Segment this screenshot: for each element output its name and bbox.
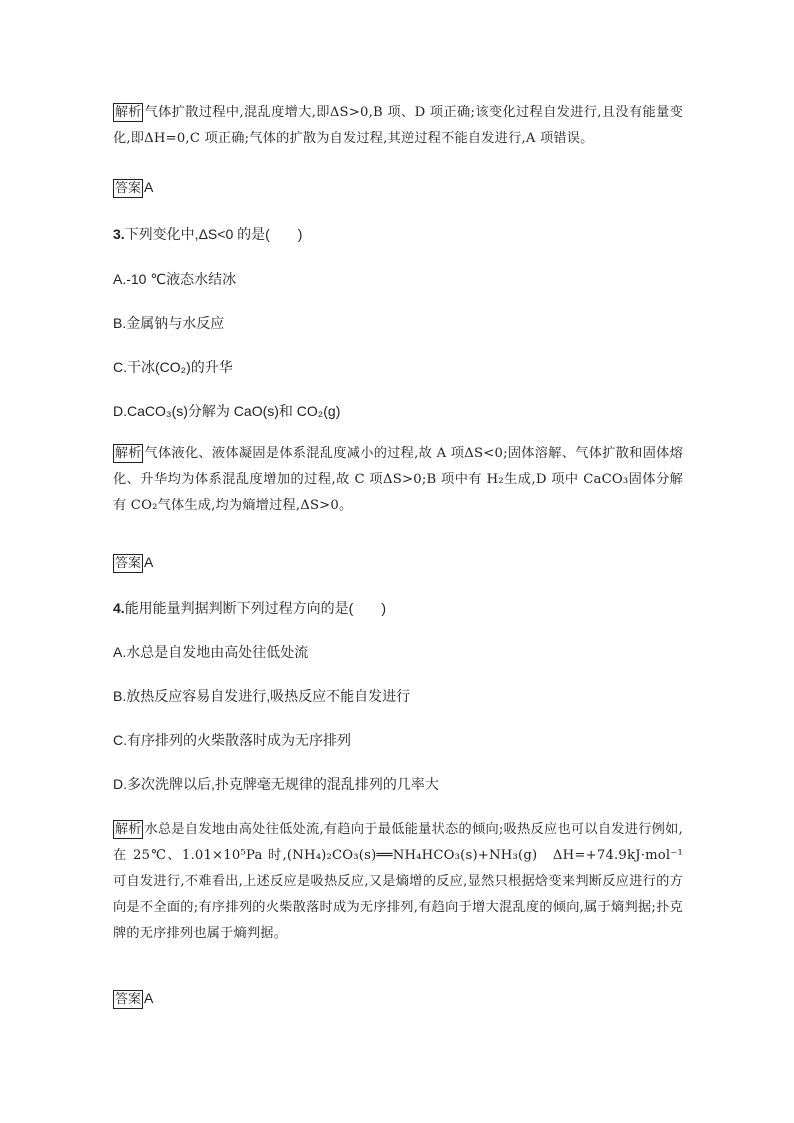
analysis-label: 解析 (115, 446, 142, 461)
answer-text: A (144, 554, 154, 570)
question-3-stem (113, 224, 683, 244)
answer-text: A (144, 179, 154, 195)
answer-block-3 (113, 552, 683, 573)
question-text: 能用能量判据判断下列过程方向的是( ) (124, 600, 387, 616)
answer-block-4 (113, 988, 683, 1009)
question-4-option-d: D.多次洗牌以后,扑克牌毫无规律的混乱排列的几率大 (113, 776, 439, 792)
question-3-option-b: B.金属钠与水反应 (113, 315, 225, 331)
analysis-text: 气体液化、液体凝固是体系混乱度减小的过程,故 A 项ΔS<0;固体溶解、气体扩散和固体熔化、升华均为体系混乱度增加的过程,故 C 项ΔS>0;B 项中有 H₂生成,D 项中 CaCO₃固体分解有 CO₂气体生成,均为熵增过程,ΔS>0。 (113, 446, 683, 513)
answer-label: 答案 (115, 556, 142, 571)
answer-text: A (144, 990, 154, 1006)
answer-block-1 (113, 177, 683, 198)
question-text: 下列变化中,ΔS<0 的是( ) (124, 226, 303, 242)
question-4-option-a: A.水总是自发地由高处往低处流 (113, 644, 309, 660)
question-3-option-c: C.干冰(CO₂)的升华 (113, 359, 233, 375)
question-4-stem (113, 598, 683, 618)
analysis-block-3 (113, 441, 683, 519)
question-number: 4. (113, 600, 125, 616)
analysis-label: 解析 (115, 105, 142, 120)
question-number: 3. (113, 226, 125, 242)
question-4-option-c: C.有序排列的火柴散落时成为无序排列 (113, 732, 351, 748)
answer-label: 答案 (115, 181, 142, 196)
answer-label: 答案 (115, 992, 142, 1007)
analysis-text: 气体扩散过程中,混乱度增大,即ΔS>0,B 项、D 项正确;该变化过程自发进行,且没有能量变化,即ΔH=0,C 项正确;气体的扩散为自发过程,其逆过程不能自发进行,A 项错误。 (113, 105, 683, 146)
question-4-option-b: B.放热反应容易自发进行,吸热反应不能自发进行 (113, 688, 411, 704)
analysis-block-1 (113, 100, 683, 152)
question-3-option-a: A.-10 ℃液态水结冰 (113, 271, 237, 287)
analysis-block-4 (113, 817, 683, 947)
question-3-option-d: D.CaCO₃(s)分解为 CaO(s)和 CO₂(g) (113, 403, 341, 419)
analysis-text: 水总是自发地由高处往低处流,有趋向于最低能量状态的倾向;吸热反应也可以自发进行例如,在 25℃、1.01×10⁵Pa 时,(NH₄)₂CO₃(s)══NH₄HCO₃(s)+NH₃(g) ΔH=+74.9kJ·mol⁻¹ 可自发进行,不难看出,上述反应是吸热反应,又是熵增的反应,显然只根据焓变来判断反应进行的方向是不全面的;有序排列的火柴散落时成为无序排列,有趋向于增大混乱度的倾向,属于熵判据;扑克牌的无序排列也属于熵判据。 (113, 822, 683, 941)
analysis-label: 解析 (115, 822, 142, 837)
